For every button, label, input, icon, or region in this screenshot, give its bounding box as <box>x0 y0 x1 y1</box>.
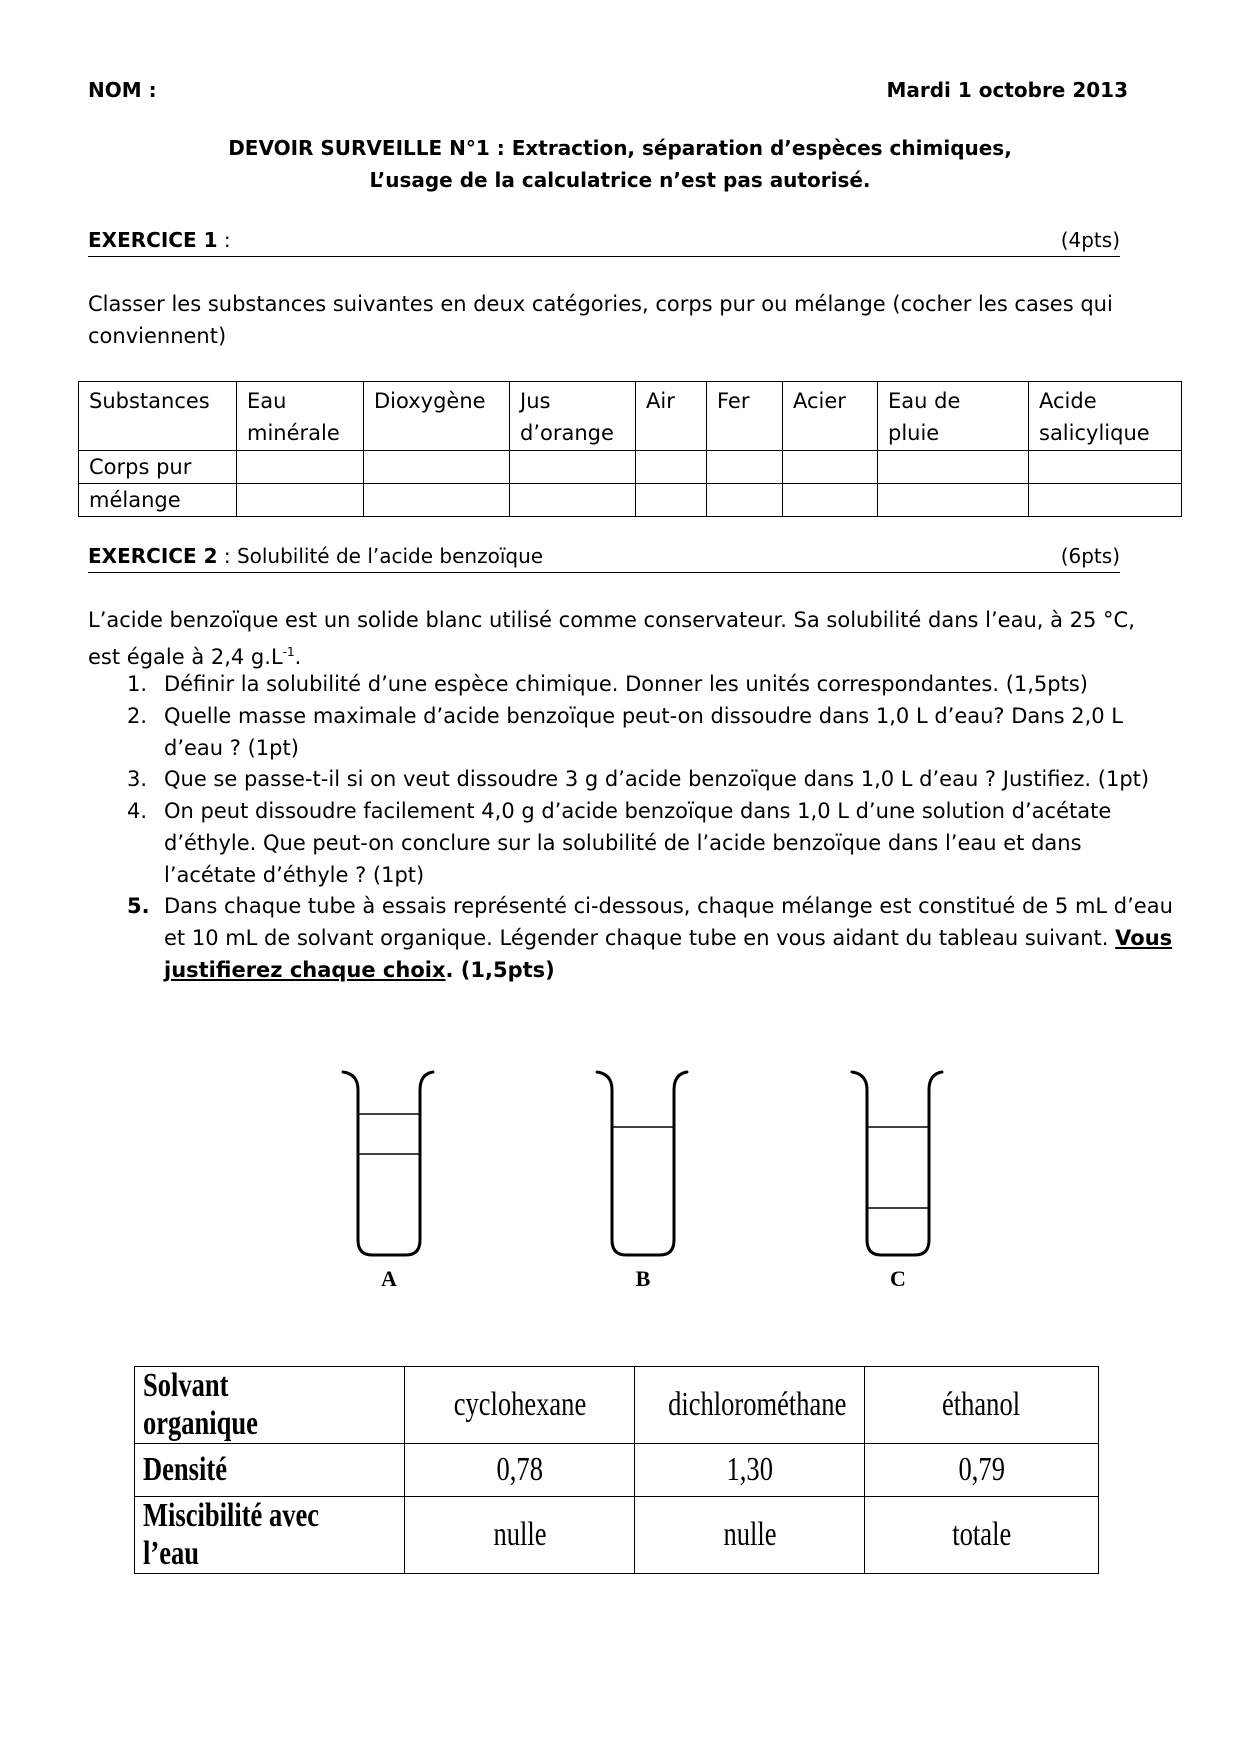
header-cell: Acide salicylique <box>1029 382 1182 451</box>
header-cell: Substances <box>79 382 237 451</box>
question-text: On peut dissoudre facilement 4,0 g d’acide benzoïque dans 1,0 L d’une solution d’acétate d’éthyle. Que peut-on conclure sur la solubilité de l’acide benzoïque dans l’eau et dans l’acétate d’éthyle ? (1pt) <box>164 799 1112 887</box>
substances-table <box>78 381 1182 517</box>
question-text: Que se passe-t-il si on veut dissoudre 3 g d’acide benzoïque dans 1,0 L d’eau ? Justifiez. (1pt) <box>164 767 1150 791</box>
row-label: Corps pur <box>79 451 237 484</box>
checkbox-cell[interactable] <box>237 484 364 517</box>
solvent-name: éthanol <box>865 1367 1099 1444</box>
row-header: Miscibilité avec l’eau <box>135 1497 405 1574</box>
checkbox-cell[interactable] <box>878 451 1029 484</box>
intro-text: L’acide benzoïque est un solide blanc utilisé comme conservateur. Sa solubilité dans l’eau, à 25 °C, est égale à 2,4 g.L <box>88 608 1135 669</box>
solvent-name: dichlorométhane <box>635 1367 865 1444</box>
checkbox-cell[interactable] <box>707 484 783 517</box>
question-text: Dans chaque tube à essais représenté ci-dessous, chaque mélange est constitué de 5 mL d’eau et 10 mL de solvant organique. Légender chaque tube en vous aidant du tableau suivant. <box>164 894 1173 950</box>
tube-label-b: B <box>635 1266 651 1291</box>
checkbox-cell[interactable] <box>783 451 878 484</box>
intro-end: . <box>294 645 302 669</box>
question-number: 4. <box>127 799 148 823</box>
checkbox-cell[interactable] <box>707 451 783 484</box>
header-cell: Eau de pluie <box>878 382 1029 451</box>
exercise-2-label: EXERCICE 2 <box>88 544 218 568</box>
checkbox-cell[interactable] <box>783 484 878 517</box>
question-4 <box>127 795 1177 891</box>
question-number: 2. <box>127 704 148 728</box>
title-line-1: DEVOIR SURVEILLE N°1 : Extraction, séparation d’espèces chimiques, <box>228 136 1012 160</box>
question-number: 1. <box>127 672 148 696</box>
checkbox-cell[interactable] <box>636 451 707 484</box>
exercise-2-intro <box>88 604 1168 673</box>
checkbox-cell[interactable] <box>364 451 510 484</box>
header-cell: Acier <box>783 382 878 451</box>
density-value: 0,78 <box>405 1444 635 1497</box>
checkbox-cell[interactable] <box>510 451 636 484</box>
density-row <box>135 1444 1099 1497</box>
solvent-name: cyclohexane <box>405 1367 635 1444</box>
miscibility-value: totale <box>865 1497 1099 1574</box>
checkbox-cell[interactable] <box>510 484 636 517</box>
header-cell: Eau minérale <box>237 382 364 451</box>
checkbox-cell[interactable] <box>237 451 364 484</box>
date: Mardi 1 octobre 2013 <box>886 78 1128 102</box>
checkbox-cell[interactable] <box>1029 451 1182 484</box>
exercise-1-instruction: Classer les substances suivantes en deux catégories, corps pur ou mélange (cocher les cases qui conviennent) <box>88 292 1113 348</box>
substances-header-row <box>79 382 1182 451</box>
intro-exponent: -1 <box>282 645 295 659</box>
question-2 <box>127 700 1177 764</box>
exercise-1-header <box>88 226 1120 257</box>
exercise-2-points: (6pts) <box>1060 544 1120 568</box>
exercise-2-header <box>88 542 1120 573</box>
miscibility-value: nulle <box>635 1497 865 1574</box>
question-3 <box>127 763 1177 795</box>
exercise-1-sep: : <box>217 228 231 252</box>
checkbox-cell[interactable] <box>1029 484 1182 517</box>
header-cell: Fer <box>707 382 783 451</box>
tube-b <box>597 1072 687 1255</box>
density-value: 1,30 <box>635 1444 865 1497</box>
question-points: . (1,5pts) <box>445 958 555 982</box>
question-text: Quelle masse maximale d’acide benzoïque peut-on dissoudre dans 1,0 L d’eau? Dans 2,0 L d’eau ? (1pt) <box>164 704 1123 760</box>
miscibility-row <box>135 1497 1099 1574</box>
header-cell: Jus d’orange <box>510 382 636 451</box>
checkbox-cell[interactable] <box>878 484 1029 517</box>
checkbox-cell[interactable] <box>636 484 707 517</box>
question-text: Définir la solubilité d’une espèce chimique. Donner les unités correspondantes. (1,5pts) <box>164 672 1088 696</box>
solvent-row <box>135 1367 1099 1444</box>
solvent-table <box>134 1366 1099 1574</box>
question-5 <box>127 890 1177 986</box>
question-1 <box>127 668 1177 700</box>
tube-label-c: C <box>890 1266 906 1291</box>
corps-pur-row <box>79 451 1182 484</box>
header-cell: Dioxygène <box>364 382 510 451</box>
question-emphasis: Vous justifierez chaque choix <box>164 926 1173 982</box>
exercise-1-label: EXERCICE 1 <box>88 228 218 252</box>
tube-c <box>852 1072 942 1255</box>
nom-label: NOM : <box>88 78 157 102</box>
row-header: Densité <box>135 1444 405 1497</box>
test-tubes-figure <box>0 1050 1240 1300</box>
exercise-2-subtitle: : Solubilité de l’acide benzoïque <box>217 544 544 568</box>
exercise-1-points: (4pts) <box>1060 228 1120 252</box>
question-number: 5. <box>127 894 150 918</box>
header-cell: Air <box>636 382 707 451</box>
title-line-2: L’usage de la calculatrice n’est pas autorisé. <box>369 168 871 192</box>
tube-label-a: A <box>381 1266 397 1291</box>
row-label: mélange <box>79 484 237 517</box>
density-value: 0,79 <box>865 1444 1099 1497</box>
checkbox-cell[interactable] <box>364 484 510 517</box>
melange-row <box>79 484 1182 517</box>
row-header: Solvant organique <box>135 1367 405 1444</box>
question-number: 3. <box>127 767 148 791</box>
tube-a <box>343 1072 433 1255</box>
miscibility-value: nulle <box>405 1497 635 1574</box>
